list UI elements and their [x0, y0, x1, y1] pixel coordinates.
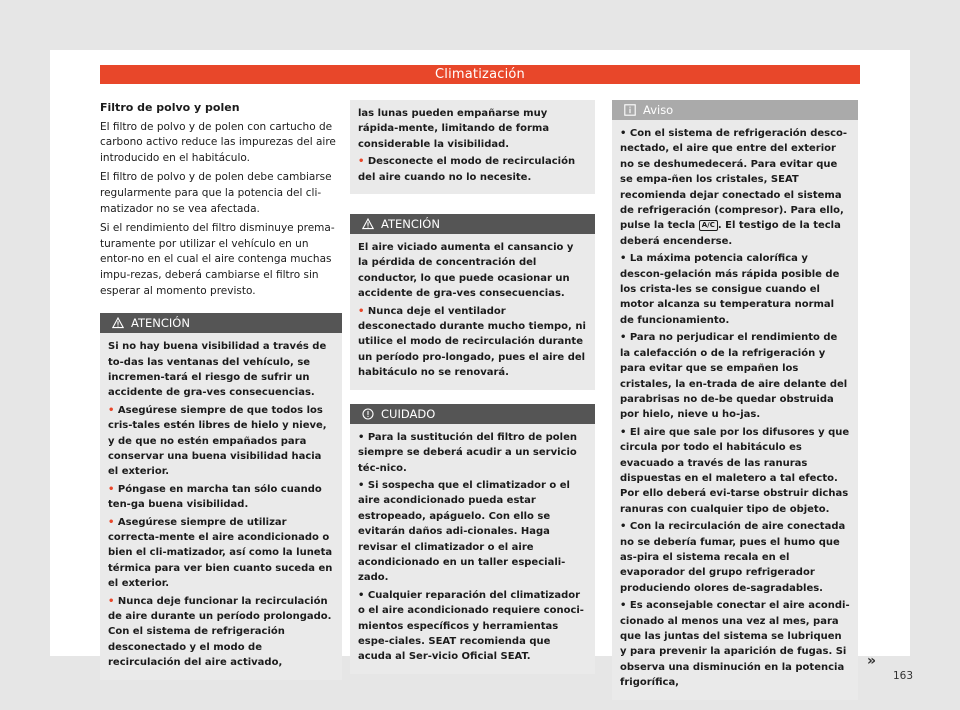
warning-box — [350, 214, 595, 390]
bullet-icon: • — [620, 600, 630, 612]
bullet-icon: • — [358, 479, 368, 491]
warning-bullet: • Asegúrese siempre de que todos los cris-tales estén libres de hielo y nieve, y de que no estén empañados para conservar una buena visibilidad hacia el exterior. — [108, 404, 327, 478]
column-1 — [100, 100, 342, 690]
notice-bullet: • El aire que sale por los difusores y que circula por todo el habitáculo es evacuado a través de las ranuras dispuestas en el maletero a tal efecto. Por ello deberá evi-tarse obstruir dichas ranuras con cualquier tipo de objeto. — [620, 426, 850, 515]
bullet-icon: • — [108, 483, 118, 495]
section-title: Filtro de polvo y polen — [100, 101, 240, 114]
page-number: 163 — [893, 670, 914, 682]
bullet-icon: • — [620, 521, 630, 533]
warning-intro: Si no hay buena visibilidad a través de to-das las ventanas del vehículo, se incremen-tará el riesgo de sufrir un accidente de gra-ves consecuencias. — [108, 341, 327, 399]
caution-header — [350, 404, 595, 424]
warning-body — [350, 234, 595, 390]
bullet-icon: • — [358, 156, 368, 168]
ac-key-icon: A/C — [699, 220, 718, 231]
bullet-icon: • — [108, 516, 118, 528]
warning-triangle-icon — [362, 218, 374, 230]
warning-bullet: • Nunca deje funcionar la recirculación de aire durante un período prolongado. Con el sistema de refrigeración desconectado y el modo de recirculación del aire activado, — [108, 595, 332, 669]
bullet-icon: • — [358, 305, 368, 317]
caution-box — [350, 404, 595, 674]
warning-continuation-box — [350, 100, 595, 194]
warning-label: ATENCIÓN — [131, 316, 190, 331]
continuation-text: las lunas pueden empañarse muy rápida-mente, limitando de forma considerable la visibilidad. — [358, 108, 550, 150]
notice-header — [612, 100, 858, 120]
warning-bullet: • Asegúrese siempre de utilizar correcta-mente el aire acondicionado o bien el cli-matizador, así como la luneta térmica para ver bien cuanto suceda en el exterior. — [108, 516, 333, 590]
caution-bullet: • Para la sustitución del filtro de polen siempre se deberá acudir a un servicio téc-nico. — [358, 431, 577, 474]
warning-continuation-body — [350, 100, 595, 194]
paragraph: El filtro de polvo y de polen debe cambiarse regularmente para que la potencia del cli-matizador no se vea afectada. — [100, 171, 332, 215]
bullet-icon: • — [620, 332, 630, 344]
column-2 — [350, 100, 595, 684]
warning-box — [100, 313, 342, 680]
warning-label: ATENCIÓN — [381, 217, 440, 232]
paragraph: Si el rendimiento del filtro disminuye prema-turamente por utilizar el vehículo en un entor-no en el cual el aire contenga muchas impu-rezas, deberá cambiarse el filtro sin esperar al momento previsto. — [100, 222, 335, 297]
warning-bullet: • Nunca deje el ventilador desconectado durante mucho tiempo, ni utilice el modo de recirculación durante un período pro-longado, pues el aire del habitáculo no se renovará. — [358, 305, 586, 379]
continue-arrow-icon: » — [867, 653, 877, 669]
notice-bullet: • La máxima potencia calorífica y descon-gelación más rápida posible de los crista-les se consigue cuando el motor alcanza su temperatura normal de funcionamiento. — [620, 253, 840, 326]
info-icon — [624, 104, 636, 116]
warning-triangle-icon — [112, 317, 124, 329]
notice-bullet: • Con el sistema de refrigeración desco-nectado, el aire que entre del exterior no se deshumedecerá. Para evitar que se empa-ñen los cristales, SEAT recomienda dejar conectado el sistema de refrigeración (compresor). Para ello, pulse la tecla A/C . El testigo de la tecla deberá encenderse. — [620, 128, 848, 247]
caution-circle-icon — [362, 408, 374, 420]
notice-label: Aviso — [643, 103, 674, 117]
notice-bullet: • Para no perjudicar el rendimiento de la calefacción o de la refrigeración y para evitar que se empañen los cristales, la en-trada de aire delante del parabrisas no de-be quedar obstruida por hielo, nieve u ho-jas. — [620, 332, 848, 421]
manual-page — [50, 50, 914, 689]
caution-bullet: • Si sospecha que el climatizador o el aire acondicionado pueda estar estropeado, apáguelo. Con ello se evitarán daños adi-cionales. Haga revisar el climatizador o el aire acondicionado en un taller especiali-zado. — [358, 479, 570, 584]
caution-body — [350, 424, 595, 674]
bullet-icon: • — [108, 404, 118, 416]
caution-label: CUIDADO — [381, 406, 436, 421]
caution-bullet: • Cualquier reparación del climatizador o el aire acondicionado requiere conoci-mientos específicos y herramientas espe-ciales. SEAT recomienda que acuda al Ser-vicio Oficial SEAT. — [358, 589, 584, 663]
warning-bullet: • Póngase en marcha tan sólo cuando ten-ga buena visibilidad. — [108, 483, 322, 511]
warning-intro: El aire viciado aumenta el cansancio y la pérdida de concentración del conductor, lo que puede ocasionar un accidente de gra-ves consecuencias. — [358, 242, 574, 300]
column-3 — [612, 100, 858, 710]
warning-bullet: • Desconecte el modo de recirculación del aire cuando no lo necesite. — [358, 156, 576, 183]
chapter-header: Climatización — [100, 65, 860, 84]
warning-body — [100, 333, 342, 680]
bullet-icon: • — [620, 426, 630, 438]
notice-bullet: • Con la recirculación de aire conectada no se debería fumar, pues el humo que as-pira el sistema recala en el evaporador del grupo refrigerador produciendo olores de-sagradables. — [620, 521, 846, 594]
notice-body — [612, 120, 858, 700]
bullet-icon: • — [620, 128, 630, 139]
notice-bullet: • Es aconsejable conectar el aire acondi-cionado al menos una vez al mes, para que las juntas del sistema se lubriquen y para prevenir la aparición de fugas. Si observa una disminución en la potencia frigorífica, — [620, 600, 850, 689]
bullet-icon: • — [358, 431, 368, 443]
bullet-icon: • — [358, 589, 368, 601]
notice-box — [612, 100, 858, 700]
warning-header — [350, 214, 595, 234]
warning-header — [100, 313, 342, 333]
bullet-icon: • — [108, 595, 118, 607]
bullet-icon: • — [620, 253, 630, 265]
paragraph: El filtro de polvo y de polen con cartucho de carbono activo reduce las impurezas del aire introducido en el habitáculo. — [100, 120, 336, 164]
